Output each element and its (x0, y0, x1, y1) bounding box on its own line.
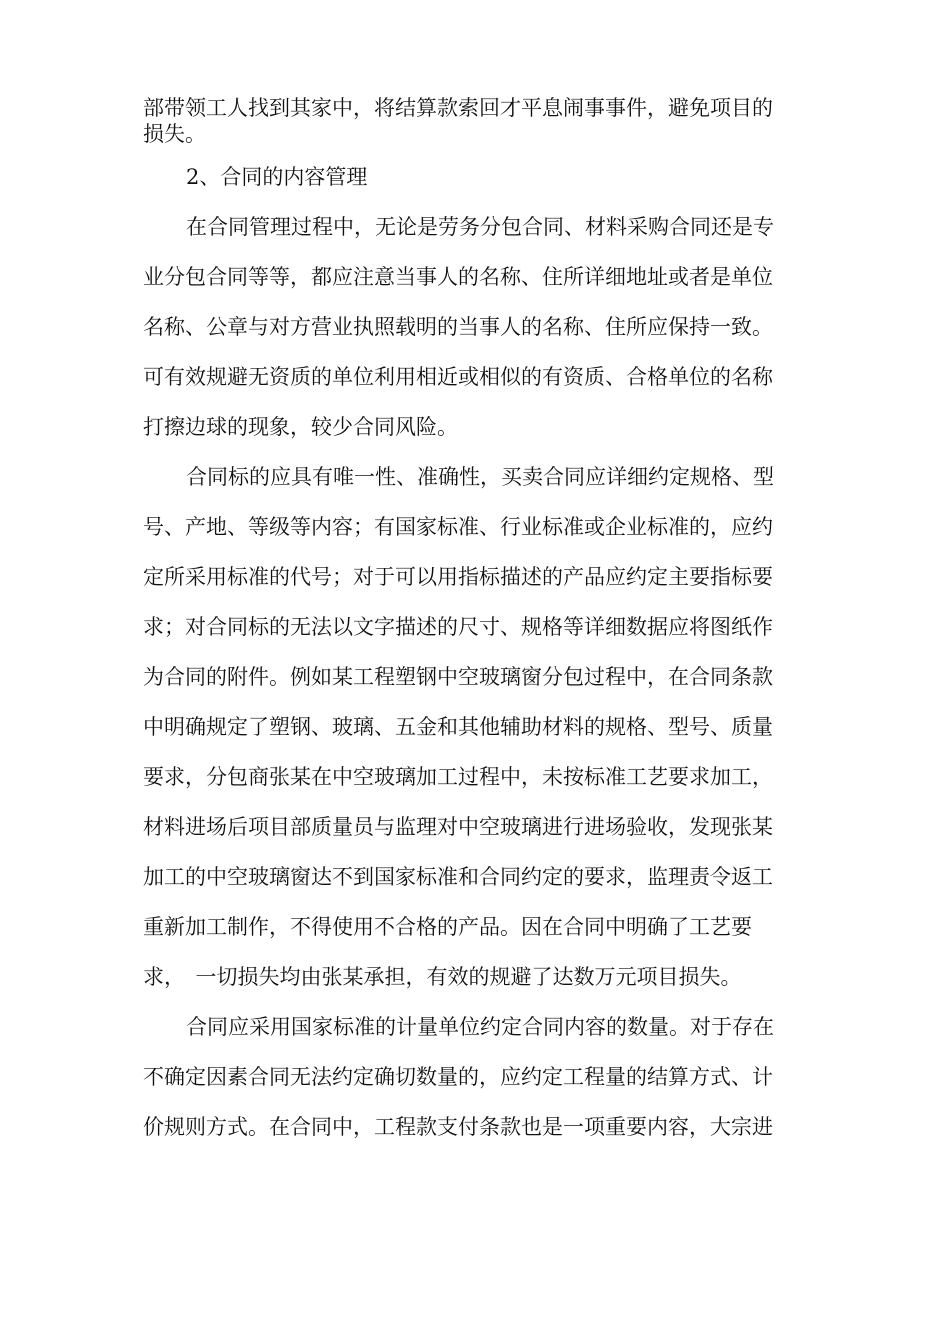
paragraph-line: 材料进场后项目部质量员与监理对中空玻璃进行进场验收，发现张某 (143, 815, 773, 839)
intro-line: 部带领工人找到其家中，将结算款索回才平息闹事事件，避免项目的 (143, 96, 773, 120)
paragraph-line: 求， 一切损失均由张某承担，有效的规避了达数万元项目损失。 (143, 965, 742, 989)
paragraph-line: 加工的中空玻璃窗达不到国家标准和合同约定的要求，监理责令返工 (143, 865, 773, 889)
paragraph-line: 定所采用标准的代号；对于可以用指标描述的产品应约定主要指标要 (143, 565, 773, 589)
section-heading: 2、合同的内容管理 (186, 165, 368, 189)
paragraph-line: 可有效规避无资质的单位利用相近或相似的有资质、合格单位的名称 (143, 365, 773, 389)
paragraph-line: 号、产地、等级等内容；有国家标准、行业标准或企业标准的，应约 (143, 515, 773, 539)
paragraph-line: 合同标的应具有唯一性、准确性，买卖合同应详细约定规格、型 (186, 465, 774, 489)
paragraph-line: 不确定因素合同无法约定确切数量的，应约定工程量的结算方式、计 (143, 1065, 773, 1089)
intro-line: 损失。 (143, 122, 206, 146)
paragraph-line: 合同应采用国家标准的计量单位约定合同内容的数量。对于存在 (186, 1015, 774, 1039)
paragraph-line: 业分包合同等等，都应注意当事人的名称、住所详细地址或者是单位 (143, 265, 773, 289)
paragraph-line: 在合同管理过程中，无论是劳务分包合同、材料采购合同还是专 (186, 215, 774, 239)
paragraph-line: 价规则方式。在合同中，工程款支付条款也是一项重要内容，大宗进 (143, 1115, 773, 1139)
paragraph-line: 求；对合同标的无法以文字描述的尺寸、规格等详细数据应将图纸作 (143, 615, 773, 639)
paragraph-line: 中明确规定了塑钢、玻璃、五金和其他辅助材料的规格、型号、质量 (143, 715, 773, 739)
paragraph-line: 打擦边球的现象，较少合同风险。 (143, 415, 458, 439)
paragraph-line: 为合同的附件。例如某工程塑钢中空玻璃窗分包过程中，在合同条款 (143, 665, 773, 689)
paragraph-line: 名称、公章与对方营业执照载明的当事人的名称、住所应保持一致。 (143, 315, 773, 339)
paragraph-line: 重新加工制作，不得使用不合格的产品。因在合同中明确了工艺要 (143, 915, 752, 939)
paragraph-line: 要求，分包商张某在中空玻璃加工过程中，未按标准工艺要求加工， (143, 765, 773, 789)
